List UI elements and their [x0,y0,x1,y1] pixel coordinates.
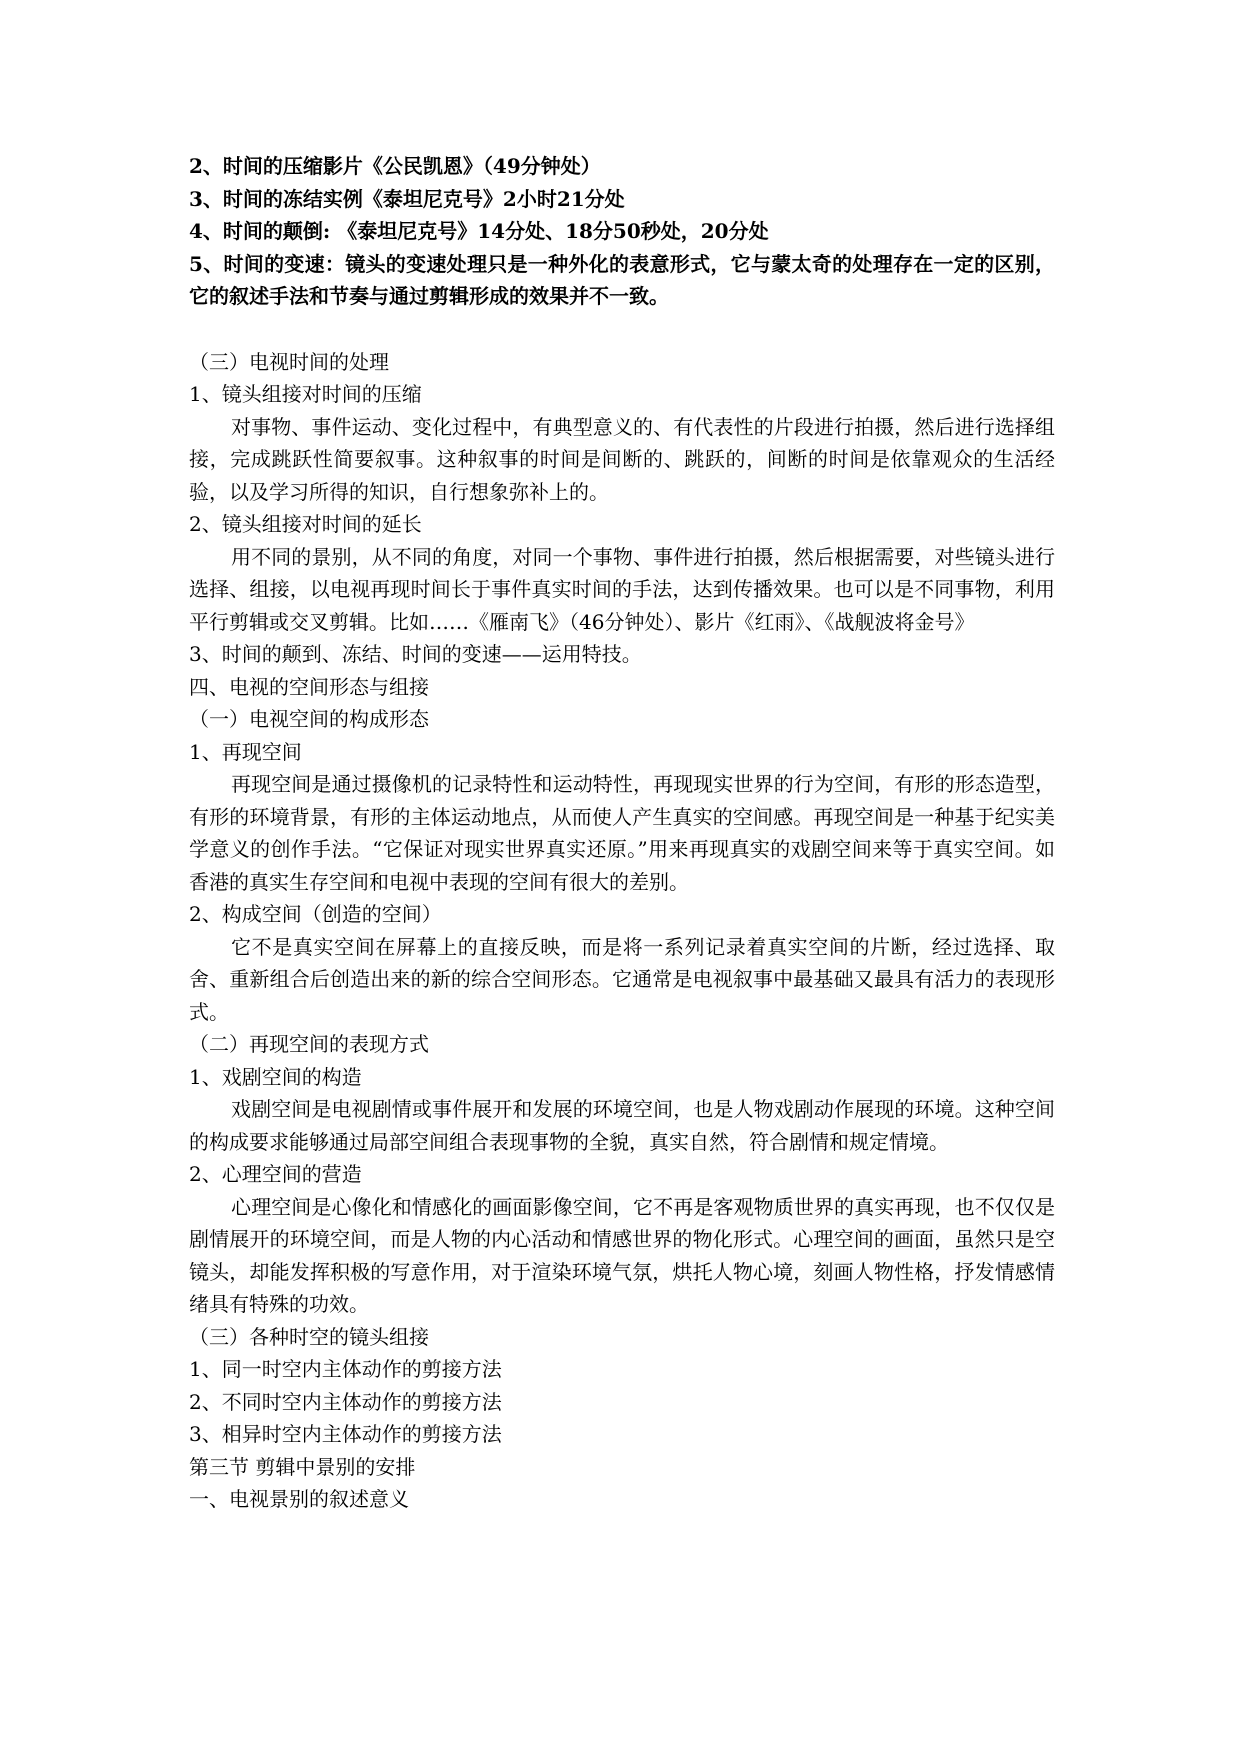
section-spacetime-editing: （三）各种时空的镜头组接 [189,1324,429,1349]
paragraph-shot-extension: 用不同的景别，从不同的角度，对同一个事物、事件进行拍摄，然后根据需要，对些镜头进行选择、组接，以电视再现时间长于事件真实时间的手法，达到传播效果。也可以是不同事物，利用平行剪辑或交叉剪辑。比如……《雁南飞》（46分钟处）、影片《红雨》、《战舰波将金号》 [189,544,1055,634]
paragraph-dramatic-space: 戏剧空间是电视剧情或事件展开和发展的环境空间，也是人物戏剧动作展现的环境。这种空间的构成要求能够通过局部空间组合表现事物的全貌，真实自然，符合剧情和规定情境。 [189,1097,1055,1154]
document-body [189,150,1055,1516]
subheading-constructed-space: 2、构成空间（创造的空间） [189,902,442,926]
section-space-expression: （二）再现空间的表现方式 [189,1032,429,1056]
heading-time-freeze: 3、时间的冻结实例《泰坦尼克号》2小时21分处 [189,186,625,211]
subheading-shot-extension: 2、镜头组接对时间的延长 [189,512,422,536]
paragraph-reproduced-space: 再现空间是通过摄像机的记录特性和运动特性，再现现实世界的行为空间，有形的形态造型，有形的环境背景，有形的主体运动地点，从而使人产生真实的空间感。再现空间是一种基于纪实美学意义的创作手法。“它保证对现实世界真实还原。”用来再现真实的戏剧空间来等于真实空间。如香港的真实生存空间和电视中表现的空间有很大的差别。 [189,772,1055,894]
heading-time-reversal: 4、时间的颠倒: 《泰坦尼克号》14分处、18分50秒处，20分处 [189,219,769,243]
paragraph-shot-compression: 对事物、事件运动、变化过程中，有典型意义的、有代表性的片段进行拍摄，然后进行选择组接，完成跳跃性简要叙事。这种叙事的时间是间断的、跳跃的，间断的时间是依靠观众的生活经验，以及学习所得的知识，自行想象弥补上的。 [189,414,1055,504]
subheading-special-effects: 3、时间的颠到、冻结、时间的变速——运用特技。 [189,642,642,666]
list-item-same-spacetime: 1、同一时空内主体动作的剪接方法 [189,1357,502,1381]
section-tv-space: 四、电视的空间形态与组接 [189,674,429,699]
chapter-section-shot-sizes: 第三节 剪辑中景别的安排 [189,1454,416,1479]
list-item-different-spacetime: 2、不同时空内主体动作的剪接方法 [189,1389,502,1414]
paragraph-psychological-space: 心理空间是心像化和情感化的画面影像空间，它不再是客观物质世界的真实再现，也不仅仅是剧情展开的环境空间，而是人物的内心活动和情感世界的物化形式。心理空间的画面，虽然只是空镜头，却能发挥积极的写意作用，对于渲染环境气氛，烘托人物心境，刻画人物性格，抒发情感情绪具有特殊的功效。 [189,1194,1055,1316]
heading-time-compression: 2、时间的压缩影片《公民凯恩》（49分钟处） [189,154,601,178]
heading-time-speed: 5、时间的变速：镜头的变速处理只是一种外化的表意形式，它与蒙太奇的处理存在一定的区别，它的叙述手法和节奏与通过剪辑形成的效果并不一致。 [189,251,1055,308]
subheading-dramatic-space: 1、戏剧空间的构造 [189,1064,362,1089]
subheading-shot-compression: 1、镜头组接对时间的压缩 [189,382,422,406]
section-shot-size-meaning: 一、电视景别的叙述意义 [189,1487,409,1511]
list-item-distinct-spacetime: 3、相异时空内主体动作的剪接方法 [189,1422,502,1446]
section-space-forms: （一）电视空间的构成形态 [189,707,429,731]
section-spacer [189,313,1055,346]
subheading-reproduced-space: 1、再现空间 [189,739,302,764]
subheading-psychological-space: 2、心理空间的营造 [189,1162,362,1186]
paragraph-constructed-space: 它不是真实空间在屏幕上的直接反映，而是将一系列记录着真实空间的片断，经过选择、取舍、重新组合后创造出来的新的综合空间形态。它通常是电视叙事中最基础又最具有活力的表现形式。 [189,934,1055,1024]
section-tv-time-handling: （三）电视时间的处理 [189,349,389,374]
